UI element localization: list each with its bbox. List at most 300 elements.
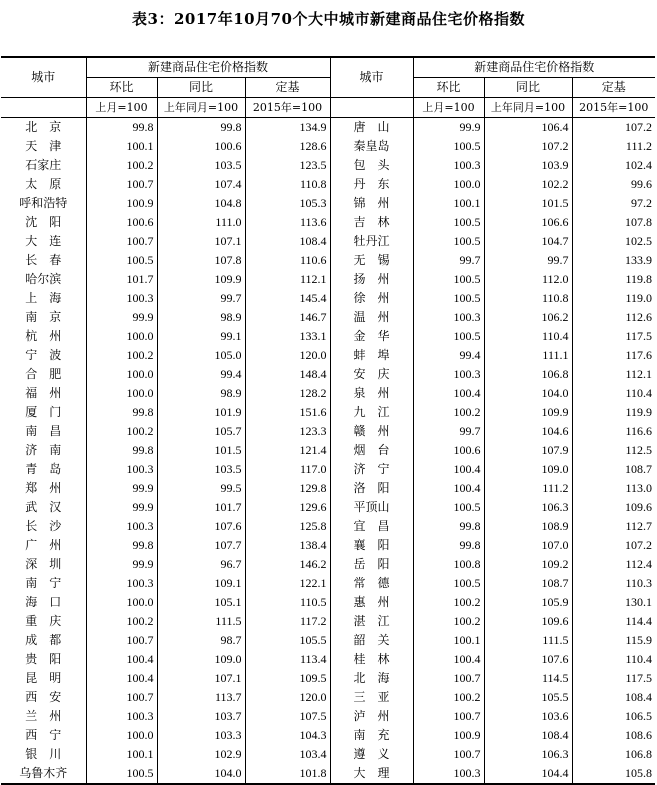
right-fixed-cell: 108.7 [572,460,655,479]
right-mom-cell: 100.2 [413,593,484,612]
right-mom-cell: 100.5 [413,498,484,517]
right-fixed-cell: 107.2 [572,118,655,138]
right-yoy-cell: 108.4 [484,726,572,745]
left-yoy-cell: 99.8 [157,118,245,138]
right-city-cell: 温 州 [330,308,413,327]
left-mom-cell: 100.5 [86,251,157,270]
left-yoy-cell: 113.7 [157,688,245,707]
left-yoy-cell: 107.6 [157,517,245,536]
left-mom-cell: 100.0 [86,365,157,384]
right-fixed-cell: 109.6 [572,498,655,517]
right-city-cell: 北 海 [330,669,413,688]
right-yoy-cell: 114.5 [484,669,572,688]
left-yoy-cell: 99.4 [157,365,245,384]
right-city-cell: 无 锡 [330,251,413,270]
col-header-mom-base-left: 上月=100 [86,98,157,118]
price-index-table [1,56,655,785]
right-mom-cell: 100.2 [413,403,484,422]
right-city-cell: 宜 昌 [330,517,413,536]
left-yoy-cell: 101.5 [157,441,245,460]
left-fixed-cell: 146.7 [245,308,330,327]
right-yoy-cell: 111.1 [484,346,572,365]
right-mom-cell: 100.2 [413,612,484,631]
table-row [1,745,655,764]
col-header-fixed-base-left: 2015年=100 [245,98,330,118]
right-yoy-cell: 110.8 [484,289,572,308]
right-city-cell: 大 理 [330,764,413,784]
right-yoy-cell: 106.3 [484,745,572,764]
left-fixed-cell: 105.5 [245,631,330,650]
right-city-cell: 蚌 埠 [330,346,413,365]
right-yoy-cell: 112.0 [484,270,572,289]
table-row [1,460,655,479]
right-yoy-cell: 110.4 [484,327,572,346]
left-mom-cell: 100.4 [86,669,157,688]
left-city-cell: 石家庄 [25,158,62,172]
right-mom-cell: 100.5 [413,270,484,289]
right-city-cell: 襄 阳 [330,536,413,555]
right-yoy-cell: 105.9 [484,593,572,612]
table-row [1,688,655,707]
right-fixed-cell: 106.8 [572,745,655,764]
table-row [1,498,655,517]
left-yoy-cell: 109.9 [157,270,245,289]
left-fixed-cell: 110.6 [245,251,330,270]
left-mom-cell: 99.9 [86,555,157,574]
table-row [1,213,655,232]
table-row [1,593,655,612]
left-city-cell: 西 安 [25,690,62,704]
left-city-cell: 青 岛 [25,462,62,476]
left-yoy-cell: 104.8 [157,194,245,213]
left-fixed-cell: 104.3 [245,726,330,745]
col-header-fixed-right: 定基 [572,78,655,98]
left-fixed-cell: 101.8 [245,764,330,784]
left-mom-cell: 100.0 [86,593,157,612]
table-row [1,118,655,138]
right-yoy-cell: 108.7 [484,574,572,593]
left-fixed-cell: 120.0 [245,346,330,365]
left-city-cell: 成 都 [25,633,62,647]
right-fixed-cell: 114.4 [572,612,655,631]
right-city-cell: 包 头 [330,156,413,175]
left-yoy-cell: 109.0 [157,650,245,669]
right-mom-cell: 100.0 [413,175,484,194]
left-mom-cell: 100.5 [86,764,157,784]
left-fixed-cell: 134.9 [245,118,330,138]
col-header-yoy-right: 同比 [484,78,572,98]
right-city-cell: 南 充 [330,726,413,745]
right-fixed-cell: 116.6 [572,422,655,441]
right-mom-cell: 99.7 [413,251,484,270]
left-mom-cell: 99.8 [86,536,157,555]
left-yoy-cell: 104.0 [157,764,245,784]
table-row [1,232,655,251]
right-fixed-cell: 106.5 [572,707,655,726]
right-yoy-cell: 99.7 [484,251,572,270]
left-fixed-cell: 123.3 [245,422,330,441]
left-yoy-cell: 107.7 [157,536,245,555]
right-mom-cell: 100.5 [413,213,484,232]
left-mom-cell: 99.9 [86,479,157,498]
table-row [1,156,655,175]
left-mom-cell: 100.1 [86,745,157,764]
left-city-cell: 济 南 [25,443,62,457]
left-mom-cell: 100.0 [86,327,157,346]
right-fixed-cell: 97.2 [572,194,655,213]
table-row [1,194,655,213]
table-row [1,574,655,593]
header-row-measures [1,78,655,98]
col-header-yoy-base-left: 上年同月=100 [157,98,245,118]
right-mom-cell: 100.3 [413,764,484,784]
right-yoy-cell: 101.5 [484,194,572,213]
left-yoy-cell: 109.1 [157,574,245,593]
left-city-cell: 重 庆 [25,614,62,628]
right-yoy-cell: 104.4 [484,764,572,784]
left-fixed-cell: 109.5 [245,669,330,688]
left-city-cell: 长 沙 [25,519,62,533]
table-row [1,422,655,441]
left-yoy-cell: 101.7 [157,498,245,517]
left-mom-cell: 100.7 [86,232,157,251]
left-city-cell: 西 宁 [25,728,62,742]
left-city-cell: 沈 阳 [25,215,62,229]
left-city-cell: 上 海 [25,291,62,305]
left-fixed-cell: 113.4 [245,650,330,669]
right-mom-cell: 100.3 [413,156,484,175]
right-fixed-cell: 113.0 [572,479,655,498]
right-city-cell: 桂 林 [330,650,413,669]
right-yoy-cell: 106.6 [484,213,572,232]
col-header-mom-base-right: 上月=100 [413,98,484,118]
left-fixed-cell: 105.3 [245,194,330,213]
left-yoy-cell: 107.1 [157,669,245,688]
right-city-cell: 唐 山 [330,118,413,138]
left-mom-cell: 100.3 [86,574,157,593]
col-header-yoy-base-right: 上年同月=100 [484,98,572,118]
right-fixed-cell: 102.4 [572,156,655,175]
right-fixed-cell: 112.1 [572,365,655,384]
col-header-city-right: 城市 [330,57,413,98]
right-mom-cell: 100.5 [413,137,484,156]
left-mom-cell: 101.7 [86,270,157,289]
right-mom-cell: 100.4 [413,650,484,669]
table-row [1,308,655,327]
right-mom-cell: 99.4 [413,346,484,365]
right-mom-cell: 99.7 [413,422,484,441]
right-mom-cell: 100.4 [413,479,484,498]
right-fixed-cell: 102.5 [572,232,655,251]
table-title: 表3：2017年10月70个大中城市新建商品住宅价格指数 [132,10,525,28]
right-fixed-cell: 117.5 [572,327,655,346]
right-fixed-cell: 105.8 [572,764,655,784]
right-yoy-cell: 105.5 [484,688,572,707]
right-fixed-cell: 108.6 [572,726,655,745]
col-header-city-left: 城市 [1,57,86,98]
left-city-cell: 合 肥 [25,367,62,381]
right-yoy-cell: 106.8 [484,365,572,384]
right-city-cell: 金 华 [330,327,413,346]
left-mom-cell: 100.0 [86,384,157,403]
table-row [1,365,655,384]
right-yoy-cell: 107.2 [484,137,572,156]
right-yoy-cell: 109.2 [484,555,572,574]
left-city-cell: 郑 州 [25,481,62,495]
left-yoy-cell: 111.5 [157,612,245,631]
header-row-bases [1,98,655,118]
left-mom-cell: 100.2 [86,612,157,631]
left-fixed-cell: 112.1 [245,270,330,289]
left-city-cell: 贵 阳 [25,652,62,666]
left-fixed-cell: 125.8 [245,517,330,536]
right-fixed-cell: 110.4 [572,650,655,669]
left-fixed-cell: 108.4 [245,232,330,251]
col-header-mom-right: 环比 [413,78,484,98]
right-yoy-cell: 107.9 [484,441,572,460]
left-mom-cell: 100.7 [86,175,157,194]
left-yoy-cell: 100.6 [157,137,245,156]
right-city-cell: 泸 州 [330,707,413,726]
left-fixed-cell: 151.6 [245,403,330,422]
table-row [1,289,655,308]
right-yoy-cell: 111.5 [484,631,572,650]
right-city-cell: 丹 东 [330,175,413,194]
left-city-cell: 南 昌 [25,424,62,438]
left-yoy-cell: 98.7 [157,631,245,650]
right-city-cell: 锦 州 [330,194,413,213]
right-fixed-cell: 119.0 [572,289,655,308]
right-mom-cell: 100.3 [413,365,484,384]
left-yoy-cell: 101.9 [157,403,245,422]
right-mom-cell: 100.7 [413,707,484,726]
left-fixed-cell: 128.6 [245,137,330,156]
left-yoy-cell: 102.9 [157,745,245,764]
left-yoy-cell: 99.7 [157,289,245,308]
left-yoy-cell: 103.5 [157,156,245,175]
left-yoy-cell: 107.1 [157,232,245,251]
right-fixed-cell: 119.8 [572,270,655,289]
left-city-cell: 厦 门 [25,405,62,419]
right-fixed-cell: 110.3 [572,574,655,593]
left-yoy-cell: 105.7 [157,422,245,441]
right-yoy-cell: 102.2 [484,175,572,194]
right-yoy-cell: 108.9 [484,517,572,536]
left-fixed-cell: 110.8 [245,175,330,194]
right-city-cell: 吉 林 [330,213,413,232]
left-yoy-cell: 105.0 [157,346,245,365]
right-yoy-cell: 104.0 [484,384,572,403]
table-row [1,384,655,403]
left-yoy-cell: 96.7 [157,555,245,574]
left-city-cell: 海 口 [25,595,62,609]
left-fixed-cell: 129.8 [245,479,330,498]
right-mom-cell: 100.4 [413,384,484,403]
left-fixed-cell: 138.4 [245,536,330,555]
right-mom-cell: 100.2 [413,688,484,707]
right-fixed-cell: 115.9 [572,631,655,650]
right-city-cell: 烟 台 [330,441,413,460]
table-row [1,479,655,498]
left-yoy-cell: 111.0 [157,213,245,232]
col-header-fixed-base-right: 2015年=100 [572,98,655,118]
right-city-cell: 徐 州 [330,289,413,308]
right-mom-cell: 100.5 [413,574,484,593]
left-yoy-cell: 107.8 [157,251,245,270]
right-yoy-cell: 106.4 [484,118,572,138]
right-mom-cell: 100.1 [413,631,484,650]
left-yoy-cell: 98.9 [157,384,245,403]
left-city-cell: 哈尔滨 [25,272,62,286]
right-fixed-cell: 133.9 [572,251,655,270]
table-row [1,327,655,346]
right-yoy-cell: 104.6 [484,422,572,441]
left-fixed-cell: 103.4 [245,745,330,764]
left-mom-cell: 100.2 [86,422,157,441]
left-fixed-cell: 122.1 [245,574,330,593]
right-mom-cell: 100.3 [413,308,484,327]
right-city-cell: 平顶山 [330,498,413,517]
left-city-cell: 太 原 [25,177,62,191]
right-mom-cell: 100.7 [413,669,484,688]
left-fixed-cell: 128.2 [245,384,330,403]
right-mom-cell: 100.8 [413,555,484,574]
right-yoy-cell: 103.6 [484,707,572,726]
right-city-cell: 遵 义 [330,745,413,764]
left-city-cell: 南 宁 [25,576,62,590]
right-mom-cell: 100.5 [413,289,484,308]
left-fixed-cell: 129.6 [245,498,330,517]
table-row [1,707,655,726]
table-row [1,555,655,574]
left-city-cell: 福 州 [25,386,62,400]
left-city-cell: 天 津 [25,139,62,153]
right-fixed-cell: 117.6 [572,346,655,365]
right-mom-cell: 100.9 [413,726,484,745]
right-city-cell: 安 庆 [330,365,413,384]
right-city-cell: 岳 阳 [330,555,413,574]
col-header-group-left: 新建商品住宅价格指数 [86,57,330,78]
left-mom-cell: 100.2 [86,346,157,365]
right-city-cell: 济 宁 [330,460,413,479]
right-mom-cell: 100.6 [413,441,484,460]
left-city-cell: 银 川 [25,747,62,761]
left-mom-cell: 100.9 [86,194,157,213]
table-row [1,346,655,365]
header-row-group [1,57,655,78]
right-yoy-cell: 106.2 [484,308,572,327]
left-fixed-cell: 120.0 [245,688,330,707]
right-city-cell: 扬 州 [330,270,413,289]
left-city-cell: 南 京 [25,310,62,324]
table-row [1,270,655,289]
col-header-group-right: 新建商品住宅价格指数 [413,57,655,78]
col-header-base-empty-left [1,98,86,118]
right-mom-cell: 99.8 [413,536,484,555]
left-yoy-cell: 103.5 [157,460,245,479]
right-mom-cell: 100.5 [413,327,484,346]
right-mom-cell: 100.4 [413,460,484,479]
right-city-cell: 惠 州 [330,593,413,612]
right-city-cell: 秦皇岛 [330,137,413,156]
right-city-cell: 常 德 [330,574,413,593]
table-row [1,441,655,460]
left-mom-cell: 100.0 [86,726,157,745]
right-yoy-cell: 111.2 [484,479,572,498]
right-fixed-cell: 111.2 [572,137,655,156]
table-row [1,175,655,194]
right-fixed-cell: 130.1 [572,593,655,612]
table-row [1,517,655,536]
left-fixed-cell: 148.4 [245,365,330,384]
right-mom-cell: 99.8 [413,517,484,536]
table-row [1,536,655,555]
right-mom-cell: 99.9 [413,118,484,138]
left-fixed-cell: 110.5 [245,593,330,612]
right-city-cell: 三 亚 [330,688,413,707]
left-mom-cell: 99.8 [86,403,157,422]
table-row [1,726,655,745]
left-yoy-cell: 98.9 [157,308,245,327]
table-row [1,650,655,669]
left-mom-cell: 100.2 [86,156,157,175]
right-city-cell: 泉 州 [330,384,413,403]
left-yoy-cell: 105.1 [157,593,245,612]
left-yoy-cell: 107.4 [157,175,245,194]
right-fixed-cell: 110.4 [572,384,655,403]
left-city-cell: 大 连 [25,234,62,248]
table-row [1,669,655,688]
table-row [1,251,655,270]
left-city-cell: 杭 州 [25,329,62,343]
left-fixed-cell: 113.6 [245,213,330,232]
left-city-cell: 宁 波 [25,348,62,362]
right-mom-cell: 100.7 [413,745,484,764]
right-city-cell: 洛 阳 [330,479,413,498]
right-yoy-cell: 109.9 [484,403,572,422]
left-fixed-cell: 107.5 [245,707,330,726]
right-yoy-cell: 107.0 [484,536,572,555]
left-fixed-cell: 133.1 [245,327,330,346]
left-fixed-cell: 121.4 [245,441,330,460]
right-fixed-cell: 108.4 [572,688,655,707]
right-fixed-cell: 112.5 [572,441,655,460]
table-row [1,137,655,156]
col-header-mom-left: 环比 [86,78,157,98]
right-fixed-cell: 107.2 [572,536,655,555]
right-fixed-cell: 112.6 [572,308,655,327]
left-fixed-cell: 146.2 [245,555,330,574]
table-row [1,764,655,784]
right-city-cell: 韶 关 [330,631,413,650]
col-header-fixed-left: 定基 [245,78,330,98]
right-city-cell: 九 江 [330,403,413,422]
left-mom-cell: 99.8 [86,118,157,138]
left-mom-cell: 100.7 [86,631,157,650]
right-yoy-cell: 103.9 [484,156,572,175]
table-row [1,403,655,422]
table-row [1,612,655,631]
left-city-cell: 武 汉 [25,500,62,514]
left-mom-cell: 100.3 [86,289,157,308]
left-mom-cell: 100.3 [86,460,157,479]
left-mom-cell: 100.4 [86,650,157,669]
col-header-base-empty-right [330,98,413,118]
table-body [1,118,655,785]
left-city-cell: 深 圳 [25,557,62,571]
left-fixed-cell: 123.5 [245,156,330,175]
table-row [1,631,655,650]
